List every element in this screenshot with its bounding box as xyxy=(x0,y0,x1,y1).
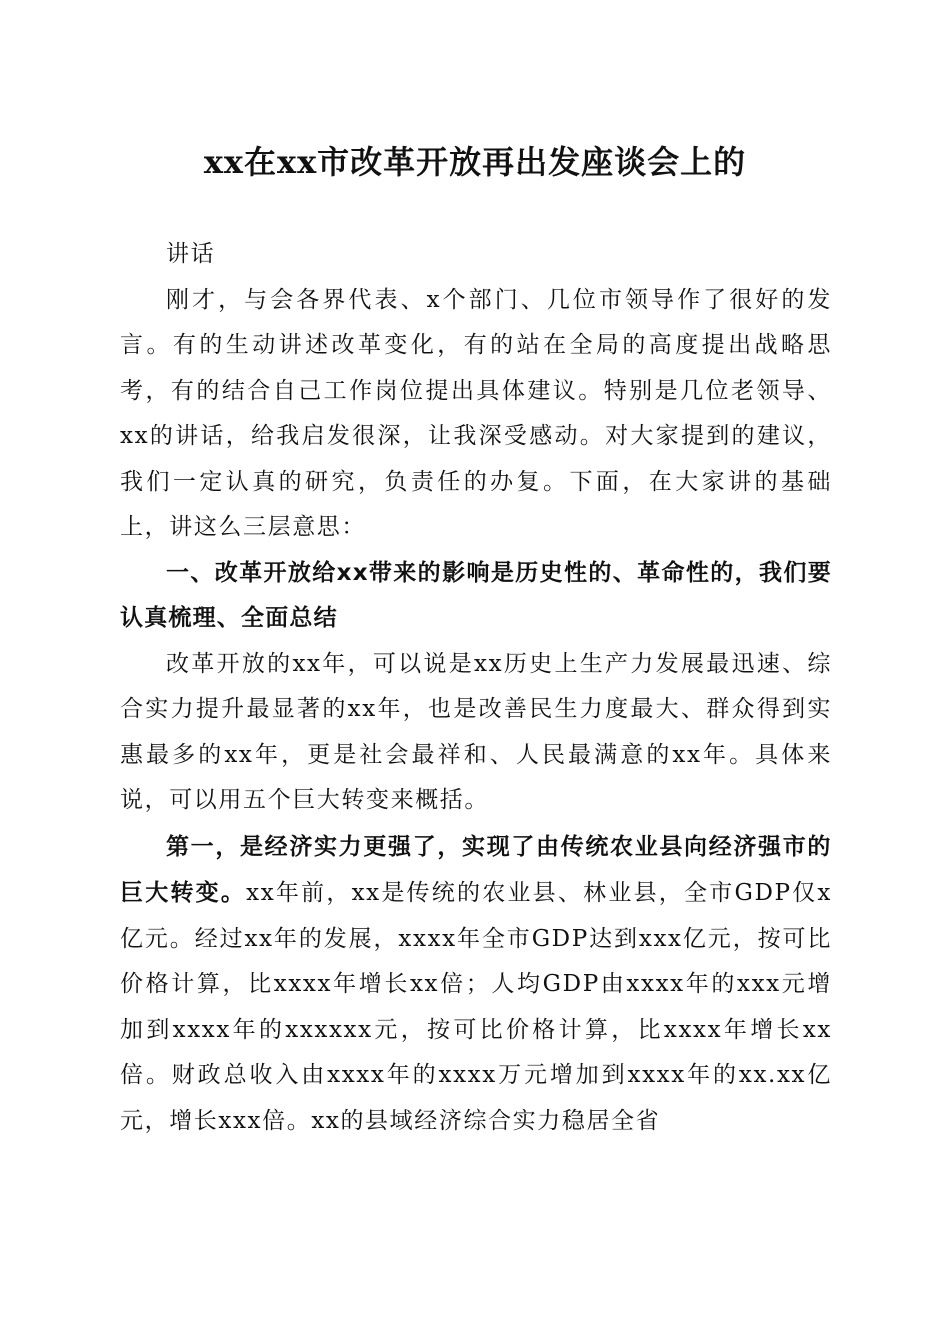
paragraph-title-continuation: 讲话 xyxy=(166,241,216,267)
section-heading-1: 一、改革开放给xx带来的影响是历史性的、革命性的，我们要认真梳理、全面总结 xyxy=(120,559,832,631)
first-point-text: xx年前，xx是传统的农业县、林业县，全市GDP仅x亿元。经过xx年的发展，xxxx年全市GDP达到xxx亿元，按可比价格计算，比xxxx年增长xx倍；人均GDP由xxxx年的xxx元增加到xxxx年的xxxxxx元，按可比价格计算，比xxxx年增长xx倍。财政总收入由xxxx年的xxxx万元增加到xxxx年的xx.xx亿元，增长xxx倍。xx的县域经济综合实力稳居全省 xyxy=(120,880,832,1134)
first-point-lead: 第一，是经济实力更强了，实现了由传统农业县向经济强市的巨大转变。 xyxy=(120,832,832,906)
paragraph-intro: 刚才，与会各界代表、x个部门、几位市领导作了很好的发言。有的生动讲述改革变化，有的站在全局的高度提出战略思考，有的结合自己工作岗位提出具体建议。特别是几位老领导、xx的讲话，给我启发很深，让我深受感动。对大家提到的建议，我们一定认真的研究，负责任的办复。下面，在大家讲的基础上，讲这么三层意思： xyxy=(120,286,832,540)
document-body xyxy=(120,232,832,1144)
paragraph-first-point xyxy=(120,824,832,1145)
document-title: xx在xx市改革开放再出发座谈会上的 xyxy=(203,143,747,181)
paragraph-overview: 改革开放的xx年，可以说是xx历史上生产力发展最迅速、综合实力提升最显著的xx年，也是改善民生力度最大、群众得到实惠最多的xx年，更是社会最祥和、人民最满意的xx年。具体来说，可以用五个巨大转变来概括。 xyxy=(120,650,832,813)
